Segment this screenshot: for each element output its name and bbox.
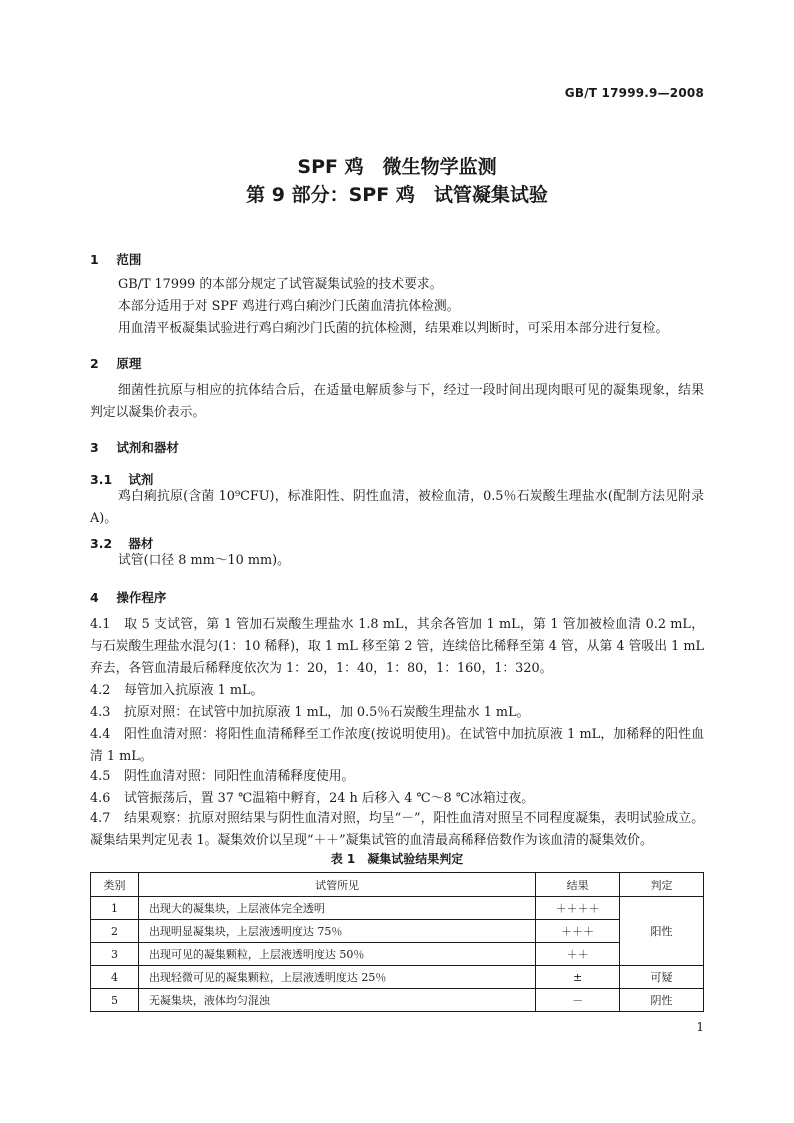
clause-4-5	[90, 766, 704, 788]
page-number: 1	[696, 1020, 704, 1034]
column-header: 判定	[620, 873, 704, 897]
result-cell: ±	[536, 966, 620, 989]
clause-number: 4.1	[90, 617, 111, 632]
table-row	[91, 943, 704, 966]
section-number: 3	[90, 440, 99, 455]
section-number: 3.1	[90, 472, 113, 487]
clause-number: 4.2	[90, 683, 111, 698]
clause-text: 阴性血清对照：同阳性血清稀释度使用。	[124, 769, 355, 784]
section-2-heading	[90, 354, 141, 372]
observation-cell: 出现轻微可见的凝集颗粒，上层液透明度达 25％	[138, 966, 535, 989]
clause-4-7	[90, 808, 704, 852]
section-1-paragraph-2: 本部分适用于对 SPF 鸡进行鸡白痢沙门氏菌血清抗体检测。	[118, 299, 460, 314]
section-title: 器材	[128, 536, 154, 551]
section-1-heading	[90, 250, 141, 268]
table-row	[91, 989, 704, 1012]
judgement-cell-doubtful: 可疑	[620, 966, 704, 989]
section-1-paragraph-1: GB/T 17999 的本部分规定了试管凝集试验的技术要求。	[118, 277, 443, 292]
judgement-cell-negative: 阴性	[620, 989, 704, 1012]
observation-cell: 出现可见的凝集颗粒，上层液透明度达 50％	[138, 943, 535, 966]
section-3-1-paragraph: 鸡白痢抗原(含菌 10⁹CFU)，标准阳性、阴性血清，被检血清，0.5％石炭酸生理盐水(配制方法见附录 A)。	[90, 489, 704, 526]
clause-number: 4.3	[90, 705, 111, 720]
column-header: 试管所见	[138, 873, 535, 897]
category-cell: 1	[91, 897, 139, 920]
table-row	[91, 966, 704, 989]
section-title: 试剂和器材	[116, 440, 179, 455]
standard-number: GB/T 17999.9—2008	[564, 86, 704, 100]
judgement-cell-positive: 阳性	[620, 897, 704, 966]
section-4-heading	[90, 588, 166, 606]
table-row	[91, 920, 704, 943]
section-title: 操作程序	[116, 590, 167, 605]
result-cell: ＋＋＋	[536, 920, 620, 943]
section-title: 原理	[116, 356, 142, 371]
document-title-line-1: SPF 鸡 微生物学监测	[297, 156, 497, 178]
table-header-row	[91, 873, 704, 897]
result-table	[90, 872, 704, 1012]
section-1-paragraph-3: 用血清平板凝集试验进行鸡白痢沙门氏菌的抗体检测，结果难以判断时，可采用本部分进行复检。	[118, 321, 669, 336]
section-number: 1	[90, 252, 99, 267]
category-cell: 4	[91, 966, 139, 989]
clause-text: 阳性血清对照：将阳性血清稀释至工作浓度(按说明使用)。在试管中加抗原液 1 mL，加稀释的阳性血清 1 mL。	[90, 727, 704, 764]
observation-cell: 出现大的凝集块，上层液体完全透明	[138, 897, 535, 920]
clause-4-1	[90, 614, 704, 680]
clause-text: 每管加入抗原液 1 mL。	[124, 683, 264, 698]
category-cell: 5	[91, 989, 139, 1012]
observation-cell: 无凝集块，液体均匀混浊	[138, 989, 535, 1012]
section-3-2-paragraph: 试管(口径 8 mm～10 mm)。	[118, 553, 290, 568]
table-caption: 表 1 凝集试验结果判定	[330, 852, 464, 866]
result-cell: －	[536, 989, 620, 1012]
section-title: 试剂	[128, 472, 154, 487]
clause-4-3	[90, 702, 704, 724]
clause-number: 4.4	[90, 727, 111, 742]
section-3-heading	[90, 438, 179, 456]
category-cell: 3	[91, 943, 139, 966]
observation-cell: 出现明显凝集块，上层液透明度达 75％	[138, 920, 535, 943]
result-cell: ＋＋	[536, 943, 620, 966]
column-header: 结果	[536, 873, 620, 897]
clause-number: 4.5	[90, 769, 111, 784]
clause-text: 试管振荡后，置 37 ℃温箱中孵育，24 h 后移入 4 ℃～8 ℃冰箱过夜。	[124, 791, 535, 806]
column-header: 类别	[91, 873, 139, 897]
clause-text: 结果观察：抗原对照结果与阴性血清对照，均呈“－”，阳性血清对照呈不同程度凝集，表明试验成立。凝集结果判定见表 1。凝集效价以呈现“＋＋”凝集试管的血清最高稀释倍数作为该血清的凝集效价。	[90, 811, 704, 848]
section-2-paragraph: 细菌性抗原与相应的抗体结合后，在适量电解质参与下，经过一段时间出现肉眼可见的凝集现象，结果判定以凝集价表示。	[90, 383, 704, 420]
clause-4-4	[90, 724, 704, 768]
clause-4-6	[90, 788, 704, 810]
clause-number: 4.6	[90, 791, 111, 806]
section-number: 3.2	[90, 536, 113, 551]
section-title: 范围	[116, 252, 142, 267]
document-title-line-2: 第 9 部分：SPF 鸡 试管凝集试验	[246, 184, 548, 206]
clause-text: 取 5 支试管，第 1 管加石炭酸生理盐水 1.8 mL，其余各管加 1 mL，第 1 管加被检血清 0.2 mL，与石炭酸生理盐水混匀(1：10 稀释)，取 1 mL 移至第 2 管，连续倍比稀释至第 4 管，从第 4 管吸出 1 mL 弃去，各管血清最后稀释度依次为 1：20，1：40，1：80，1：160，1：320。	[90, 617, 704, 676]
result-cell: ＋＋＋＋	[536, 897, 620, 920]
section-number: 2	[90, 356, 99, 371]
table-row	[91, 897, 704, 920]
clause-number: 4.7	[90, 811, 111, 826]
clause-4-2	[90, 680, 704, 702]
category-cell: 2	[91, 920, 139, 943]
clause-text: 抗原对照：在试管中加抗原液 1 mL，加 0.5％石炭酸生理盐水 1 mL。	[124, 705, 530, 720]
section-number: 4	[90, 590, 99, 605]
